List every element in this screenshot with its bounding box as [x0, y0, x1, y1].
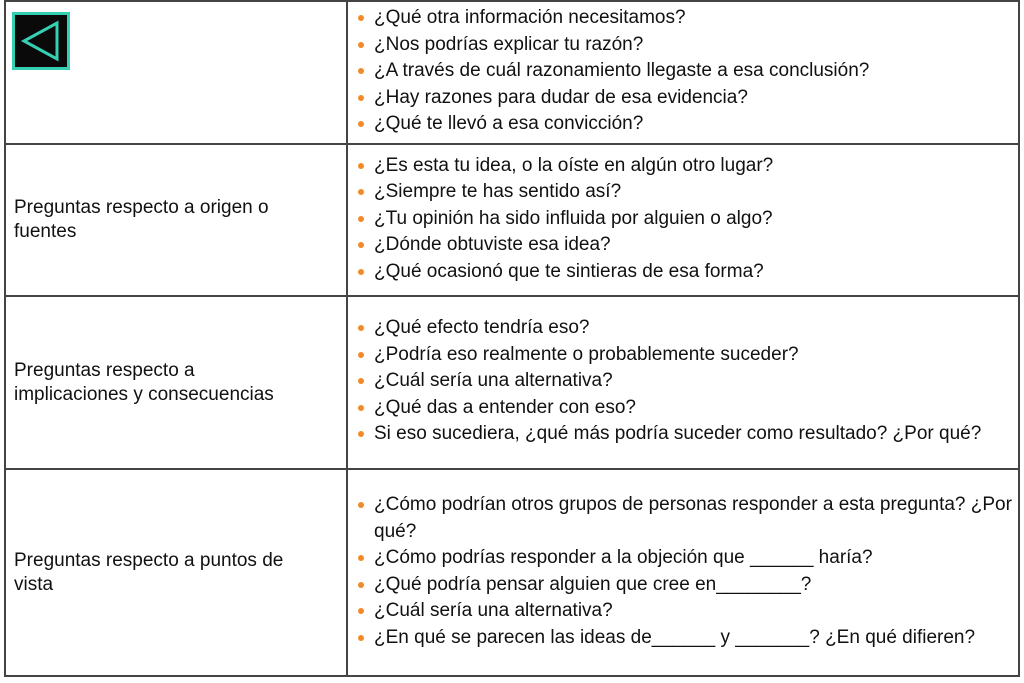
- list-item: ¿Nos podrías explicar tu razón?: [356, 32, 1012, 59]
- row-label: Preguntas respecto a implicaciones y consecuencias: [5, 296, 347, 469]
- question-list: [356, 5, 1012, 138]
- table-row: [5, 1, 1019, 144]
- question-cell: [347, 144, 1019, 296]
- list-item: ¿Siempre te has sentido así?: [356, 179, 1012, 206]
- list-item: ¿Dónde obtuviste esa idea?: [356, 232, 1012, 259]
- row-label: Preguntas respecto a origen o fuentes: [5, 144, 347, 296]
- question-list: [356, 492, 1012, 651]
- question-cell: [347, 296, 1019, 469]
- list-item: ¿Cómo podrían otros grupos de personas responder a esta pregunta? ¿Por qué?: [356, 492, 1012, 545]
- list-item: ¿Hay razones para dudar de esa evidencia?: [356, 85, 1012, 112]
- list-item: Si eso sucediera, ¿qué más podría suceder como resultado? ¿Por qué?: [356, 421, 1012, 448]
- table-row: [5, 469, 1019, 676]
- questions-table: [4, 0, 1020, 677]
- list-item: ¿Cómo podrías responder a la objeción que ______ haría?: [356, 545, 1012, 572]
- list-item: ¿Es esta tu idea, o la oíste en algún otro lugar?: [356, 153, 1012, 180]
- question-list: [356, 153, 1012, 286]
- question-cell: [347, 1, 1019, 144]
- list-item: ¿Podría eso realmente o probablemente suceder?: [356, 342, 1012, 369]
- table-row: [5, 296, 1019, 469]
- question-cell: [347, 469, 1019, 676]
- question-list: [356, 315, 1012, 448]
- list-item: ¿Qué te llevó a esa convicción?: [356, 111, 1012, 138]
- list-item: ¿Qué das a entender con eso?: [356, 395, 1012, 422]
- table-row: [5, 144, 1019, 296]
- list-item: ¿Qué efecto tendría eso?: [356, 315, 1012, 342]
- list-item: ¿Cuál sería una alternativa?: [356, 368, 1012, 395]
- row-label: Preguntas respecto a puntos de vista: [5, 469, 347, 676]
- back-button[interactable]: [12, 12, 70, 70]
- list-item: ¿En qué se parecen las ideas de______ y _______? ¿En qué difieren?: [356, 625, 1012, 652]
- list-item: ¿A través de cuál razonamiento llegaste a esa conclusión?: [356, 58, 1012, 85]
- list-item: ¿Qué otra información necesitamos?: [356, 5, 1012, 32]
- list-item: ¿Cuál sería una alternativa?: [356, 598, 1012, 625]
- list-item: ¿Tu opinión ha sido influida por alguien o algo?: [356, 206, 1012, 233]
- list-item: ¿Qué podría pensar alguien que cree en________?: [356, 572, 1012, 599]
- list-item: ¿Qué ocasionó que te sintieras de esa forma?: [356, 259, 1012, 286]
